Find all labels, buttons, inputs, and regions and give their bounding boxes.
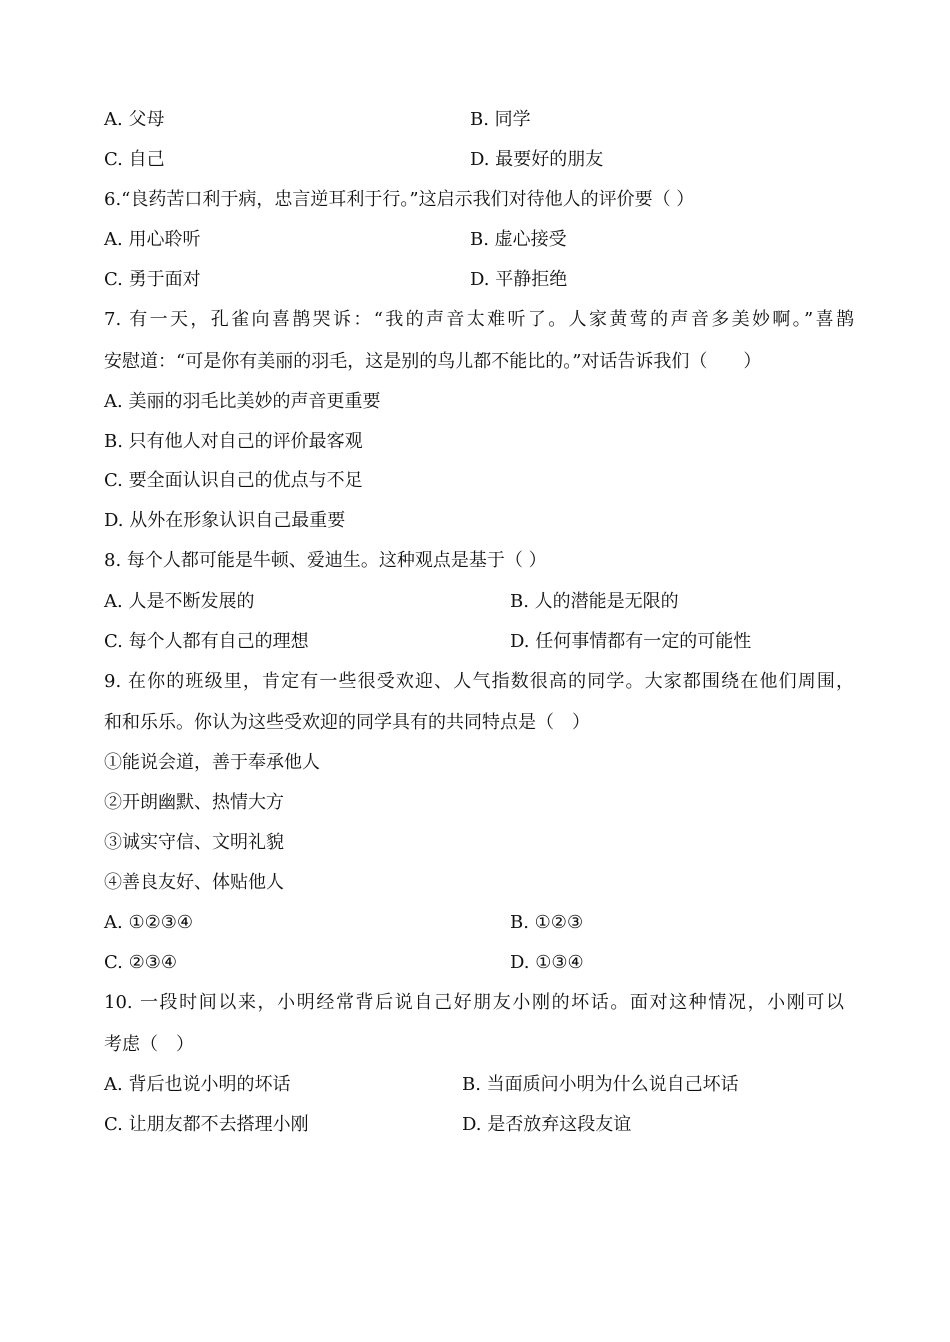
q7-option-b: B. 只有他人对自己的评价最客观 xyxy=(104,431,363,452)
q10-stem-line2: 考虑（ ） xyxy=(104,1034,194,1055)
q10-option-d: D. 是否放弃这段友谊 xyxy=(462,1114,632,1135)
q5-option-a: A. 父母 xyxy=(104,109,165,130)
q8-option-d: D. 任何事情都有一定的可能性 xyxy=(510,631,752,652)
q7-stem-line1: 7. 有一天，孔雀向喜鹊哭诉：“我的声音太难听了。人家黄莺的声音多美妙啊。”喜鹊 xyxy=(104,309,854,330)
q7-option-d: D. 从外在形象认识自己最重要 xyxy=(104,510,346,531)
q10-option-b: B. 当面质问小明为什么说自己坏话 xyxy=(462,1074,739,1095)
q6-stem: 6.“良药苦口利于病，忠言逆耳利于行。”这启示我们对待他人的评价要（ ） xyxy=(104,189,695,210)
q7-option-c: C. 要全面认识自己的优点与不足 xyxy=(104,470,363,491)
q9-stem-line2: 和和乐乐。你认为这些受欢迎的同学具有的共同特点是（ ） xyxy=(104,712,590,733)
q9-option-d: D. ①③④ xyxy=(510,952,584,973)
q6-option-c: C. 勇于面对 xyxy=(104,269,201,290)
q9-item-4: ④善良友好、体贴他人 xyxy=(104,872,284,893)
q9-stem-line1: 9. 在你的班级里，肯定有一些很受欢迎、人气指数很高的同学。大家都围绕在他们周围， xyxy=(104,671,854,692)
q9-item-1: ①能说会道，善于奉承他人 xyxy=(104,752,320,773)
q9-option-b: B. ①②③ xyxy=(510,912,584,933)
q5-option-c: C. 自己 xyxy=(104,149,165,170)
q8-option-b: B. 人的潜能是无限的 xyxy=(510,591,679,612)
q10-stem-line1: 10. 一段时间以来，小明经常背后说自己好朋友小刚的坏话。面对这种情况，小刚可以 xyxy=(104,992,844,1013)
q6-option-b: B. 虚心接受 xyxy=(470,229,567,250)
q7-stem-line2: 安慰道：“可是你有美丽的羽毛，这是别的鸟儿都不能比的。”对话告诉我们（ ） xyxy=(104,351,762,372)
q6-option-a: A. 用心聆听 xyxy=(104,229,201,250)
q8-option-c: C. 每个人都有自己的理想 xyxy=(104,631,309,652)
q8-stem: 8. 每个人都可能是牛顿、爱迪生。这种观点是基于（ ） xyxy=(104,550,547,571)
q8-option-a: A. 人是不断发展的 xyxy=(104,591,255,612)
q9-option-a: A. ①②③④ xyxy=(104,912,193,933)
q9-item-3: ③诚实守信、文明礼貌 xyxy=(104,832,284,853)
q9-option-c: C. ②③④ xyxy=(104,952,177,973)
q5-option-d: D. 最要好的朋友 xyxy=(470,149,604,170)
q9-item-2: ②开朗幽默、热情大方 xyxy=(104,792,284,813)
q10-option-a: A. 背后也说小明的坏话 xyxy=(104,1074,291,1095)
q5-option-b: B. 同学 xyxy=(470,109,531,130)
q7-option-a: A. 美丽的羽毛比美妙的声音更重要 xyxy=(104,391,381,412)
q6-option-d: D. 平静拒绝 xyxy=(470,269,568,290)
q10-option-c: C. 让朋友都不去搭理小刚 xyxy=(104,1114,309,1135)
